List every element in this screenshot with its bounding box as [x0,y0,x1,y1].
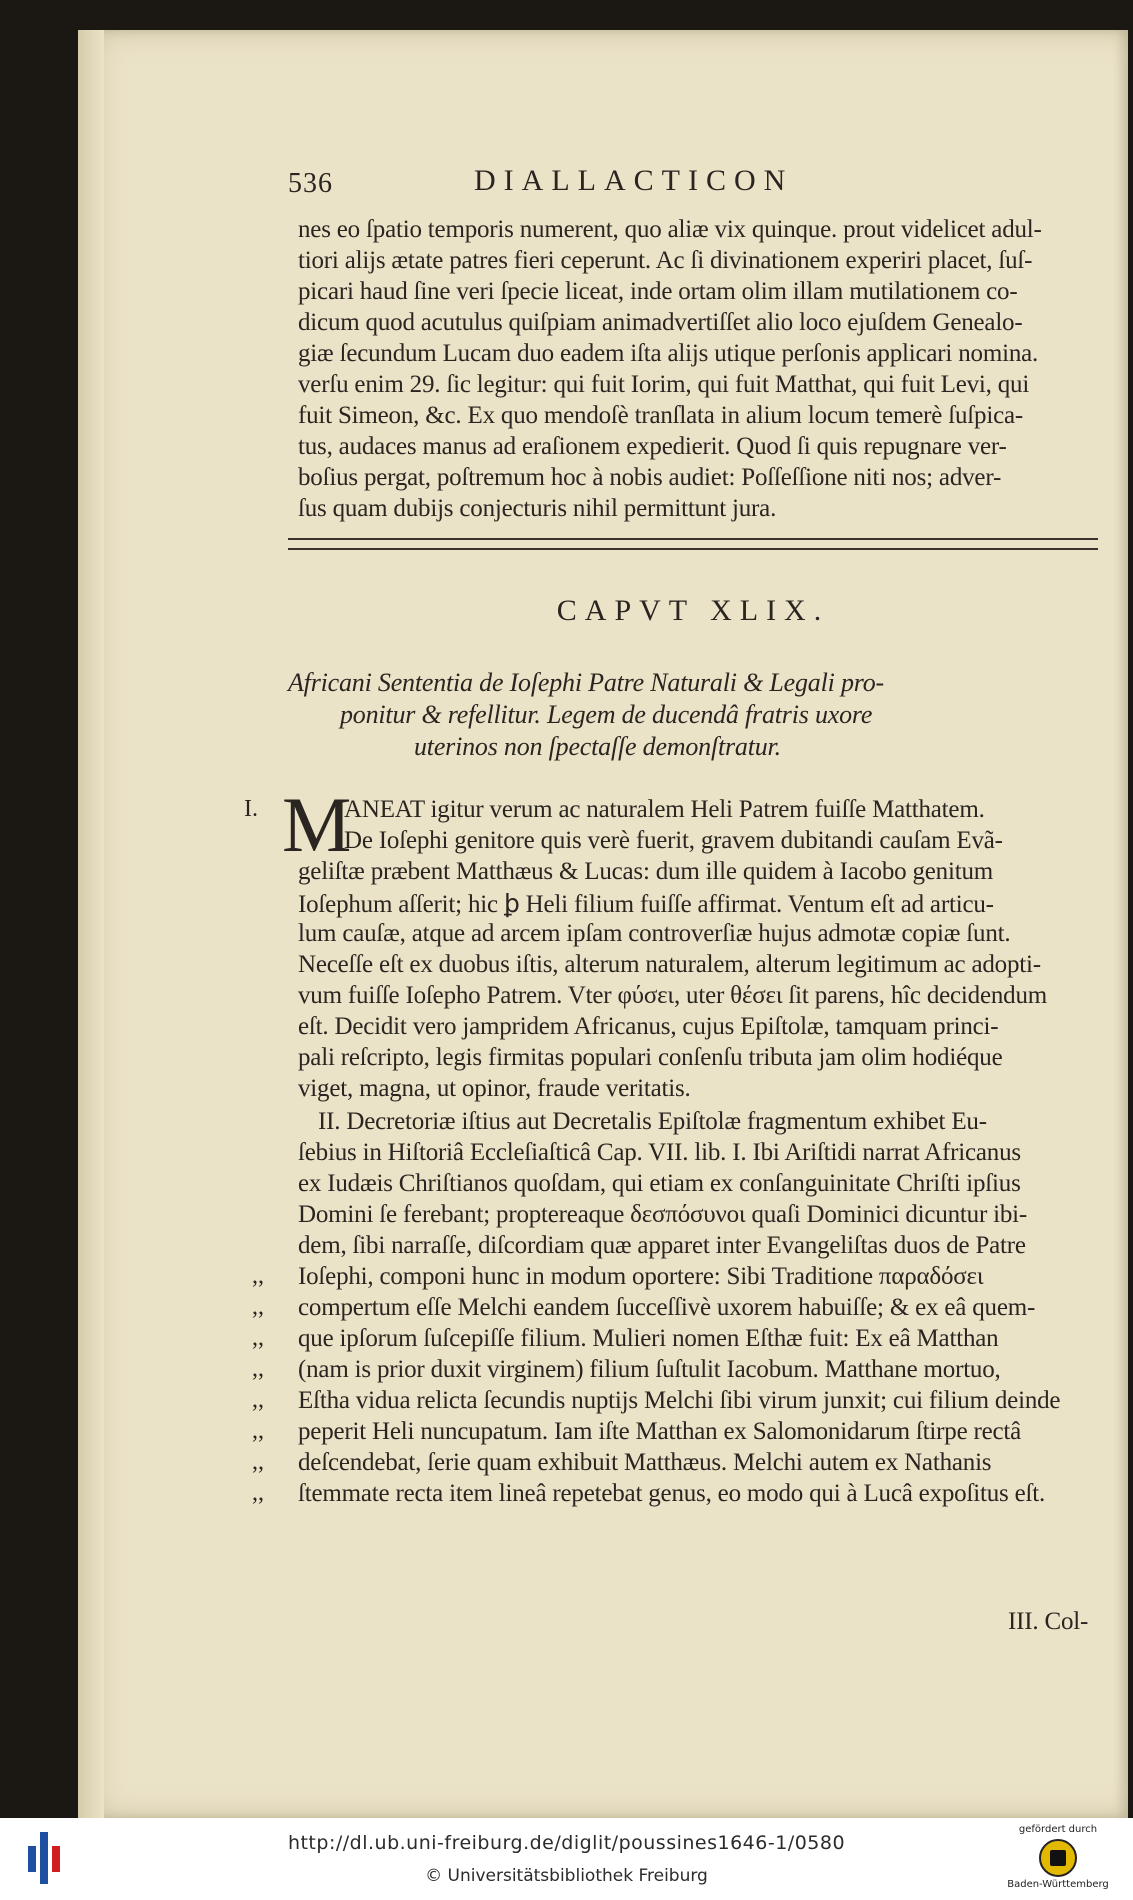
quote-mark: ,, [252,1263,264,1289]
quote-mark: ,, [252,1325,264,1351]
text-line: viget, magna, ut opinor, fraude veritatis. [298,1075,691,1102]
text-line: eſt. Decidit vero jampridem Africanus, cujus Epiſtolæ, tamquam princi- [298,1013,999,1040]
page-number: 536 [288,168,333,199]
text-line: nes eo ſpatio temporis numerent, quo aliæ vix quinque. prout videlicet adul- [298,216,1042,243]
text-line: Eſtha vidua relicta ſecundis nuptijs Melchi ſibi virum junxit; cui filium deinde [298,1387,1061,1414]
permalink-url[interactable]: http://dl.ub.uni-freiburg.de/diglit/poussines1646-1/0580 [287,1832,846,1854]
text-line: peperit Heli nuncupatum. Iam iſte Matthan ex Salomonidarum ſtirpe rectâ [298,1418,1022,1445]
text-line: Ioſephum aſſerit; hic ꝧ Heli filium fuiſſe affirmat. Ventum eſt ad articu- [298,891,994,918]
quote-mark: ,, [252,1387,264,1413]
sponsor-block [1003,1824,1113,1890]
catchword: III. Col- [1008,1608,1089,1635]
text-line: picari haud ſine veri ſpecie liceat, inde ortam olim illam mutilationem co- [298,278,1018,305]
text-line: Domini ſe ferebant; proptereaque δεσπόσυνοι quaſi Dominici dicuntur ibi- [298,1201,1028,1228]
text-line: vum fuiſſe Ioſepho Patrem. Vter φύσει, uter θέσει ſit parens, hîc decidendum [298,982,1048,1009]
rule-top [288,538,1098,540]
text-line: De Ioſephi genitore quis verè fuerit, gravem dubitandi cauſam Evã- [344,827,1003,854]
sponsor-caption: gefördert durch [1018,1824,1098,1835]
copyright-notice: © Universitätsbibliothek Freiburg [425,1866,708,1886]
quote-mark: ,, [252,1480,264,1506]
state-crest-icon [1039,1839,1077,1877]
quote-mark: ,, [252,1294,264,1320]
text-line: pali reſcripto, legis firmitas populari conſenſu tributa jam olim hodiéque [298,1044,1003,1071]
text-line: Ioſephi, componi hunc in modum oportere: Sibi Traditione παραδόσει [298,1263,984,1290]
sponsor-name: Baden-Württemberg [1007,1879,1109,1890]
quote-mark: ,, [252,1449,264,1475]
section-marker: I. [244,796,258,822]
text-line: ANEAT igitur verum ac naturalem Heli Patrem fuiſſe Matthatem. [344,796,985,823]
text-line: II. Decretoriæ iſtius aut Decretalis Epiſtolæ fragmentum exhibet Eu- [318,1108,987,1135]
subtitle-line: Africani Sententia de Ioſephi Patre Naturali & Legali pro- [288,668,884,697]
text-line: compertum eſſe Melchi eandem ſucceſſivè uxorem habuiſſe; & ex eâ quem- [298,1294,1036,1321]
chapter-heading: CAPVT XLIX. [556,594,830,627]
text-line: dem, ſibi narraſſe, diſcordiam quæ apparet inter Evangeliſtas duos de Patre [298,1232,1026,1259]
text-line: ſebius in Hiſtoriâ Eccleſiaſticâ Cap. VII. lib. I. Ibi Ariſtidi narrat Africanus [298,1139,1021,1166]
text-line: ex Iudæis Chriſtianos quoſdam, qui etiam ex conſanguinitate Chriſti ipſius [298,1170,1021,1197]
text-line: fuit Simeon, &c. Ex quo mendoſè tranſlata in alium locum temerè ſuſpica- [298,402,1023,429]
text-line: lum cauſæ, atque ad arcem ipſam controverſiæ hujus admotæ copiæ ſunt. [298,920,1011,947]
text-line: tiori alijs ætate patres fieri ceperunt. Ac ſi divinationem experiri placet, ſuſ- [298,247,1033,274]
text-line: deſcendebat, ſerie quam exhibuit Matthæus. Melchi autem ex Nathanis [298,1449,992,1476]
subtitle-line: uterinos non ſpectaſſe demonſtratur. [414,732,781,761]
text-line: ſtemmate recta item lineâ repetebat genus, eo modo qui à Lucâ expoſitus eſt. [298,1480,1046,1507]
dropcap: M [282,781,352,868]
quote-mark: ,, [252,1356,264,1382]
text-line: verſu enim 29. ſic legitur: qui fuit Iorim, qui fuit Matthat, qui fuit Levi, qui [298,371,1030,398]
text-line: giæ ſecundum Lucam duo eadem iſta alijs utique perſonis applicari nomina. [298,340,1039,367]
text-line: geliſtæ præbent Matthæus & Lucas: dum ille quidem à Iacobo genitum [298,858,994,885]
text-line: ſus quam dubijs conjecturis nihil permittunt jura. [298,495,777,522]
text-line: (nam is prior duxit virginem) filium ſuſtulit Iacobum. Matthane mortuo, [298,1356,1001,1383]
text-line: tus, audaces manus ad eraſionem expedierit. Quod ſi quis repugnare ver- [298,433,1007,460]
running-title: DIALLACTICON [474,164,794,197]
quote-mark: ,, [252,1418,264,1444]
rule-bottom [288,548,1098,550]
subtitle-line: ponitur & refellitur. Legem de ducendâ fratris uxore [340,700,873,729]
text-line: dicum quod acutulus quiſpiam animadvertiſſet alio loco ejuſdem Genealo- [298,309,1023,336]
text-line: Neceſſe eſt ex duobus iſtis, alterum naturalem, alterum legitimum ac adopti- [298,951,1041,978]
text-line: que ipſorum ſuſcepiſſe filium. Mulieri nomen Eſthæ fuit: Ex eâ Matthan [298,1325,999,1352]
text-line: boſius pergat, poſtremum hoc à nobis audiet: Poſſeſſione niti nos; adver- [298,464,1002,491]
footer [0,1818,1133,1900]
page-gutter [78,30,104,1818]
